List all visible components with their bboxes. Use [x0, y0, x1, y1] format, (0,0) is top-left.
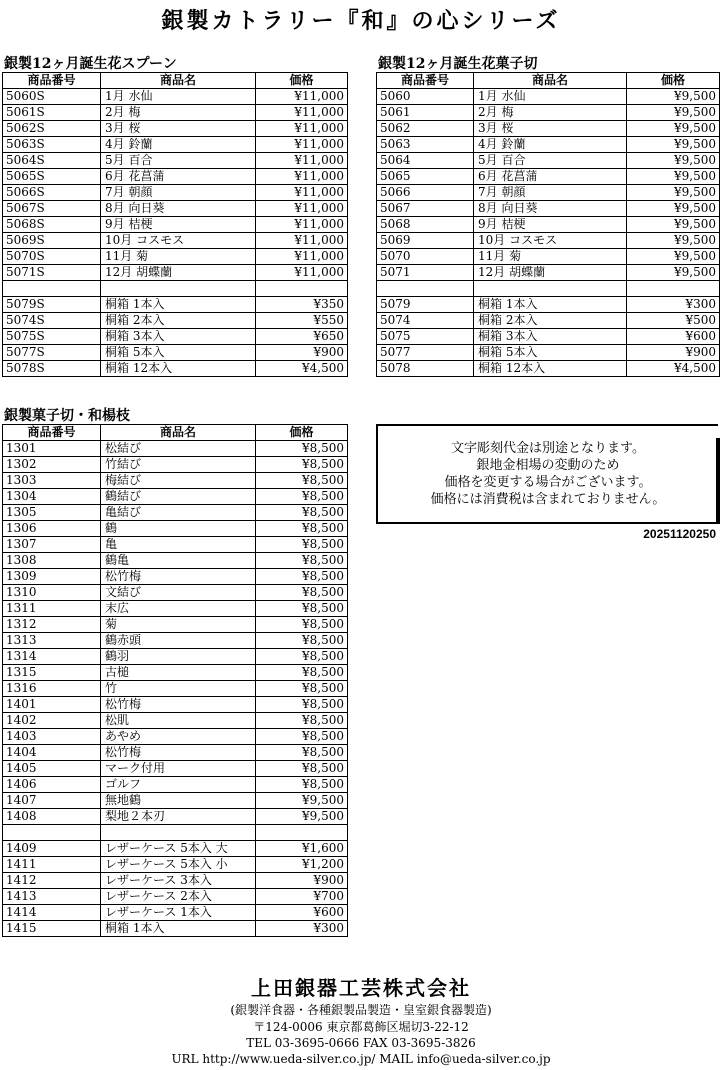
product-code-cell: 5060S	[3, 89, 101, 105]
product-code-cell: 1303	[3, 473, 101, 489]
product-price-cell: ¥9,500	[627, 89, 720, 105]
product-code-cell: 1411	[3, 856, 101, 872]
table-row	[3, 904, 348, 920]
product-price-cell: ¥600	[627, 328, 720, 344]
product-name-cell: 11月 菊	[101, 249, 256, 265]
table-row	[3, 537, 348, 553]
notice-side-bar	[716, 438, 720, 524]
product-name-cell: 9月 桔梗	[474, 217, 627, 233]
product-code-cell: 5067S	[3, 201, 101, 217]
product-name-cell: 桐箱 1本入	[101, 296, 256, 312]
table-row	[3, 697, 348, 713]
product-name-cell: 2月 梅	[474, 105, 627, 121]
table-row	[3, 856, 348, 872]
product-price-cell: ¥300	[627, 296, 720, 312]
product-code-cell: 1402	[3, 713, 101, 729]
product-name-cell: 桐箱 5本入	[474, 344, 627, 360]
table-row	[3, 201, 348, 217]
table-row	[3, 777, 348, 793]
product-code-cell: 5078S	[3, 360, 101, 376]
table-row	[3, 328, 348, 344]
table-row	[3, 553, 348, 569]
product-name-cell: 桐箱 3本入	[474, 328, 627, 344]
product-price-cell: ¥9,500	[627, 233, 720, 249]
table-row	[377, 233, 720, 249]
product-price-cell: ¥8,500	[256, 729, 348, 745]
page-title: 銀製カトラリー『和』の心シリーズ	[161, 8, 561, 34]
product-price-cell: ¥11,000	[256, 105, 348, 121]
table-row	[377, 360, 720, 376]
product-price-cell: ¥8,500	[256, 489, 348, 505]
product-price-cell: ¥8,500	[256, 585, 348, 601]
company-address: 〒124-0006 東京都葛飾区堀切3-22-12	[253, 1020, 469, 1034]
product-name-cell	[101, 281, 256, 297]
table-row	[3, 713, 348, 729]
product-name-cell: 5月 百合	[474, 153, 627, 169]
product-name-cell: 10月 コスモス	[474, 233, 627, 249]
product-name-cell: レザーケース 3本入	[101, 872, 256, 888]
product-code-cell: 1312	[3, 617, 101, 633]
table-row	[3, 585, 348, 601]
product-price-cell: ¥8,500	[256, 617, 348, 633]
table-row	[377, 344, 720, 360]
product-code-cell: 5070S	[3, 249, 101, 265]
table-row	[3, 441, 348, 457]
product-code-cell	[377, 281, 474, 297]
product-price-cell: ¥8,500	[256, 537, 348, 553]
product-code-cell: 1316	[3, 681, 101, 697]
col-header-price: 価格	[256, 425, 348, 441]
product-name-cell: 10月 コスモス	[101, 233, 256, 249]
product-code-cell: 1306	[3, 521, 101, 537]
company-web: URL http://www.ueda-silver.co.jp/ MAIL info@ueda-silver.co.jp	[171, 1052, 551, 1066]
product-code-cell: 1406	[3, 777, 101, 793]
product-code-cell: 5074	[377, 312, 474, 328]
product-code-cell	[3, 281, 101, 297]
product-price-cell: ¥9,500	[627, 201, 720, 217]
kashi-section-title: 銀製12ヶ月誕生花菓子切	[378, 56, 538, 72]
product-code-cell: 1315	[3, 665, 101, 681]
product-name-cell: 8月 向日葵	[474, 201, 627, 217]
product-name-cell: 古槌	[101, 665, 256, 681]
product-price-cell: ¥9,500	[627, 153, 720, 169]
product-name-cell: 12月 胡蝶蘭	[474, 265, 627, 281]
table-row	[3, 745, 348, 761]
table-row	[3, 681, 348, 697]
notice-line: 価格には消費税は含まれておりません。	[430, 492, 666, 507]
product-name-cell: 亀結び	[101, 505, 256, 521]
product-price-cell: ¥8,500	[256, 633, 348, 649]
kashi-price-table	[376, 72, 720, 377]
product-code-cell: 5060	[377, 89, 474, 105]
product-name-cell: レザーケース 5本入 大	[101, 840, 256, 856]
table-row	[3, 312, 348, 328]
product-name-cell: 9月 桔梗	[101, 217, 256, 233]
product-code-cell: 1307	[3, 537, 101, 553]
table-row	[3, 344, 348, 360]
product-code-cell: 1413	[3, 888, 101, 904]
notice-text	[378, 440, 718, 508]
product-price-cell: ¥650	[256, 328, 348, 344]
product-name-cell: 8月 向日葵	[101, 201, 256, 217]
col-header-name: 商品名	[101, 425, 256, 441]
col-header-code: 商品番号	[3, 425, 101, 441]
product-name-cell: 菊	[101, 617, 256, 633]
product-price-cell: ¥9,500	[627, 169, 720, 185]
product-price-cell: ¥8,500	[256, 777, 348, 793]
product-price-cell: ¥8,500	[256, 505, 348, 521]
product-name-cell: 松結び	[101, 441, 256, 457]
table-row	[377, 105, 720, 121]
product-price-cell: ¥550	[256, 312, 348, 328]
product-code-cell: 1301	[3, 441, 101, 457]
product-price-cell: ¥8,500	[256, 745, 348, 761]
table-row	[3, 809, 348, 825]
table-row	[3, 296, 348, 312]
col-header-price: 価格	[627, 73, 720, 89]
product-name-cell: レザーケース 1本入	[101, 904, 256, 920]
product-name-cell: 桐箱 12本入	[101, 360, 256, 376]
table-row	[3, 521, 348, 537]
table-row	[3, 840, 348, 856]
product-code-cell: 5065	[377, 169, 474, 185]
product-code-cell: 1407	[3, 793, 101, 809]
table-row	[3, 872, 348, 888]
table-row-blank	[3, 825, 348, 841]
spoon-price-table	[2, 72, 348, 377]
product-name-cell: レザーケース 5本入 小	[101, 856, 256, 872]
product-price-cell: ¥8,500	[256, 601, 348, 617]
product-name-cell	[474, 281, 627, 297]
product-price-cell: ¥8,500	[256, 553, 348, 569]
notice-line: 価格を変更する場合がございます。	[444, 475, 652, 490]
product-name-cell: マーク付用	[101, 761, 256, 777]
table-row	[377, 153, 720, 169]
product-name-cell: 梨地２本刃	[101, 809, 256, 825]
table-row	[3, 793, 348, 809]
product-price-cell: ¥11,000	[256, 233, 348, 249]
product-price-cell: ¥9,500	[627, 105, 720, 121]
product-price-cell: ¥11,000	[256, 137, 348, 153]
table-row	[3, 505, 348, 521]
product-price-cell: ¥1,200	[256, 856, 348, 872]
product-name-cell: 鶴赤頭	[101, 633, 256, 649]
product-code-cell: 5068	[377, 217, 474, 233]
product-code-cell: 1403	[3, 729, 101, 745]
product-price-cell: ¥700	[256, 888, 348, 904]
product-code-cell: 5066S	[3, 185, 101, 201]
product-name-cell: 桐箱 1本入	[101, 920, 256, 936]
product-code-cell: 5071	[377, 265, 474, 281]
product-code-cell: 1409	[3, 840, 101, 856]
product-code-cell: 1311	[3, 601, 101, 617]
product-price-cell: ¥9,500	[627, 249, 720, 265]
product-price-cell: ¥8,500	[256, 713, 348, 729]
product-code-cell: 5066	[377, 185, 474, 201]
table-row	[377, 296, 720, 312]
table-row	[377, 169, 720, 185]
table-row	[3, 761, 348, 777]
table-row	[3, 121, 348, 137]
product-price-cell: ¥8,500	[256, 649, 348, 665]
product-price-cell	[627, 281, 720, 297]
table-row	[3, 729, 348, 745]
product-code-cell: 5064	[377, 153, 474, 169]
product-code-cell: 5062S	[3, 121, 101, 137]
product-code-cell: 1313	[3, 633, 101, 649]
col-header-price: 価格	[256, 73, 348, 89]
product-price-cell: ¥8,500	[256, 761, 348, 777]
product-price-cell: ¥600	[256, 904, 348, 920]
table-row	[3, 473, 348, 489]
product-code-cell: 5077	[377, 344, 474, 360]
product-name-cell: 鶴結び	[101, 489, 256, 505]
table-row	[3, 89, 348, 105]
product-price-cell: ¥8,500	[256, 697, 348, 713]
product-code-cell: 5065S	[3, 169, 101, 185]
product-name-cell: 鶴亀	[101, 553, 256, 569]
table-row	[377, 328, 720, 344]
product-price-cell: ¥11,000	[256, 89, 348, 105]
product-price-cell: ¥8,500	[256, 441, 348, 457]
product-code-cell: 5071S	[3, 265, 101, 281]
table-row	[3, 489, 348, 505]
product-code-cell: 5074S	[3, 312, 101, 328]
table-row	[3, 105, 348, 121]
product-name-cell: 無地鶴	[101, 793, 256, 809]
table-row	[3, 185, 348, 201]
product-name-cell: 5月 百合	[101, 153, 256, 169]
product-code-cell	[3, 825, 101, 841]
product-price-cell: ¥11,000	[256, 249, 348, 265]
product-price-cell: ¥9,500	[256, 793, 348, 809]
table-row	[377, 249, 720, 265]
product-name-cell: 4月 鈴蘭	[101, 137, 256, 153]
table-row	[377, 201, 720, 217]
product-code-cell: 5079	[377, 296, 474, 312]
product-name-cell: 3月 桜	[474, 121, 627, 137]
product-code-cell: 5063	[377, 137, 474, 153]
product-price-cell: ¥350	[256, 296, 348, 312]
product-code-cell: 5062	[377, 121, 474, 137]
product-name-cell: 松肌	[101, 713, 256, 729]
product-price-cell: ¥11,000	[256, 217, 348, 233]
product-price-cell: ¥4,500	[627, 360, 720, 376]
product-price-cell: ¥9,500	[627, 217, 720, 233]
col-header-name: 商品名	[101, 73, 256, 89]
table-row	[3, 601, 348, 617]
product-name-cell	[101, 825, 256, 841]
product-name-cell: 4月 鈴蘭	[474, 137, 627, 153]
product-name-cell: 松竹梅	[101, 745, 256, 761]
table-row	[377, 312, 720, 328]
product-code-cell: 5063S	[3, 137, 101, 153]
product-name-cell: 7月 朝顔	[101, 185, 256, 201]
product-name-cell: 梅結び	[101, 473, 256, 489]
table-row	[3, 649, 348, 665]
product-name-cell: 鶴羽	[101, 649, 256, 665]
product-price-cell: ¥8,500	[256, 521, 348, 537]
product-price-cell: ¥4,500	[256, 360, 348, 376]
product-code-cell: 1412	[3, 872, 101, 888]
table-row	[3, 265, 348, 281]
product-code-cell: 1310	[3, 585, 101, 601]
product-code-cell: 1415	[3, 920, 101, 936]
product-code-cell: 5070	[377, 249, 474, 265]
product-name-cell: 桐箱 5本入	[101, 344, 256, 360]
product-price-cell: ¥300	[256, 920, 348, 936]
notice-line: 文字彫刻代金は別途となります。	[451, 441, 645, 456]
product-code-cell: 1404	[3, 745, 101, 761]
table-row	[3, 360, 348, 376]
notice-line: 銀地金相場の変動のため	[476, 458, 620, 473]
product-price-cell: ¥500	[627, 312, 720, 328]
table-row	[3, 169, 348, 185]
product-name-cell: 12月 胡蝶蘭	[101, 265, 256, 281]
table-row	[3, 233, 348, 249]
company-business: (銀製洋食器・各種銀製品製造・皇室銀食器製造)	[230, 1003, 492, 1017]
table-row	[377, 137, 720, 153]
product-code-cell: 5078	[377, 360, 474, 376]
product-price-cell: ¥11,000	[256, 169, 348, 185]
product-code-cell: 1408	[3, 809, 101, 825]
product-price-cell: ¥1,600	[256, 840, 348, 856]
product-name-cell: 11月 菊	[474, 249, 627, 265]
product-price-cell: ¥9,500	[256, 809, 348, 825]
table-row	[3, 665, 348, 681]
product-code-cell: 5068S	[3, 217, 101, 233]
product-name-cell: 亀	[101, 537, 256, 553]
table-row	[377, 89, 720, 105]
product-name-cell: 6月 花菖蒲	[474, 169, 627, 185]
table-row-blank	[377, 281, 720, 297]
product-name-cell: 末広	[101, 601, 256, 617]
wayoji-section-title: 銀製菓子切・和楊枝	[4, 408, 130, 424]
table-row	[3, 888, 348, 904]
product-code-cell: 5064S	[3, 153, 101, 169]
notice-box	[376, 424, 718, 524]
product-price-cell: ¥900	[627, 344, 720, 360]
product-name-cell: 文結び	[101, 585, 256, 601]
product-code-cell: 1314	[3, 649, 101, 665]
product-name-cell: 桐箱 12本入	[474, 360, 627, 376]
product-price-cell: ¥11,000	[256, 185, 348, 201]
product-name-cell: 松竹梅	[101, 697, 256, 713]
product-price-cell: ¥9,500	[627, 185, 720, 201]
product-name-cell: ゴルフ	[101, 777, 256, 793]
table-row	[3, 569, 348, 585]
product-code-cell: 5061	[377, 105, 474, 121]
product-name-cell: 2月 梅	[101, 105, 256, 121]
product-price-cell: ¥8,500	[256, 457, 348, 473]
product-code-cell: 5061S	[3, 105, 101, 121]
product-name-cell: 1月 水仙	[474, 89, 627, 105]
product-price-cell: ¥11,000	[256, 201, 348, 217]
wayoji-price-table	[2, 424, 348, 937]
product-name-cell: 桐箱 3本入	[101, 328, 256, 344]
product-code-cell: 1302	[3, 457, 101, 473]
product-price-cell: ¥11,000	[256, 265, 348, 281]
product-price-cell	[256, 281, 348, 297]
product-name-cell: 3月 桜	[101, 121, 256, 137]
product-code-cell: 5077S	[3, 344, 101, 360]
product-code-cell: 5067	[377, 201, 474, 217]
product-price-cell: ¥11,000	[256, 121, 348, 137]
product-price-cell: ¥8,500	[256, 473, 348, 489]
product-code-cell: 1401	[3, 697, 101, 713]
product-code-cell: 5075S	[3, 328, 101, 344]
product-code-cell: 1309	[3, 569, 101, 585]
product-name-cell: 松竹梅	[101, 569, 256, 585]
table-row-blank	[3, 281, 348, 297]
product-code-cell: 1305	[3, 505, 101, 521]
product-price-cell: ¥9,500	[627, 137, 720, 153]
col-header-code: 商品番号	[377, 73, 474, 89]
table-row	[377, 121, 720, 137]
product-name-cell: 桐箱 2本入	[101, 312, 256, 328]
table-row	[377, 217, 720, 233]
table-row	[3, 249, 348, 265]
spoon-section-title: 銀製12ヶ月誕生花スプーン	[4, 56, 177, 72]
table-row	[3, 153, 348, 169]
product-code-cell: 1308	[3, 553, 101, 569]
product-code-cell: 1414	[3, 904, 101, 920]
col-header-code: 商品番号	[3, 73, 101, 89]
product-price-cell: ¥9,500	[627, 121, 720, 137]
table-row	[3, 217, 348, 233]
product-name-cell: 桐箱 1本入	[474, 296, 627, 312]
table-row	[3, 457, 348, 473]
product-price-cell: ¥8,500	[256, 665, 348, 681]
product-name-cell: 7月 朝顔	[474, 185, 627, 201]
table-row	[3, 633, 348, 649]
table-row	[3, 617, 348, 633]
table-row	[377, 185, 720, 201]
product-price-cell: ¥8,500	[256, 569, 348, 585]
product-name-cell: レザーケース 2本入	[101, 888, 256, 904]
product-name-cell: 桐箱 2本入	[474, 312, 627, 328]
col-header-name: 商品名	[474, 73, 627, 89]
product-price-cell: ¥900	[256, 344, 348, 360]
product-price-cell	[256, 825, 348, 841]
product-name-cell: 鶴	[101, 521, 256, 537]
table-row	[377, 265, 720, 281]
product-code-cell: 5079S	[3, 296, 101, 312]
company-phone: TEL 03-3695-0666 FAX 03-3695-3826	[246, 1036, 476, 1050]
product-name-cell: 竹結び	[101, 457, 256, 473]
document-code: 20251120250	[643, 527, 716, 541]
product-price-cell: ¥9,500	[627, 265, 720, 281]
product-name-cell: 6月 花菖蒲	[101, 169, 256, 185]
product-name-cell: 1月 水仙	[101, 89, 256, 105]
product-name-cell: あやめ	[101, 729, 256, 745]
product-code-cell: 5069S	[3, 233, 101, 249]
product-price-cell: ¥8,500	[256, 681, 348, 697]
product-code-cell: 5069	[377, 233, 474, 249]
product-code-cell: 1304	[3, 489, 101, 505]
product-price-cell: ¥11,000	[256, 153, 348, 169]
product-name-cell: 竹	[101, 681, 256, 697]
product-code-cell: 1405	[3, 761, 101, 777]
product-code-cell: 5075	[377, 328, 474, 344]
table-row	[3, 920, 348, 936]
table-row	[3, 137, 348, 153]
product-price-cell: ¥900	[256, 872, 348, 888]
company-name: 上田銀器工芸株式会社	[251, 976, 471, 1000]
